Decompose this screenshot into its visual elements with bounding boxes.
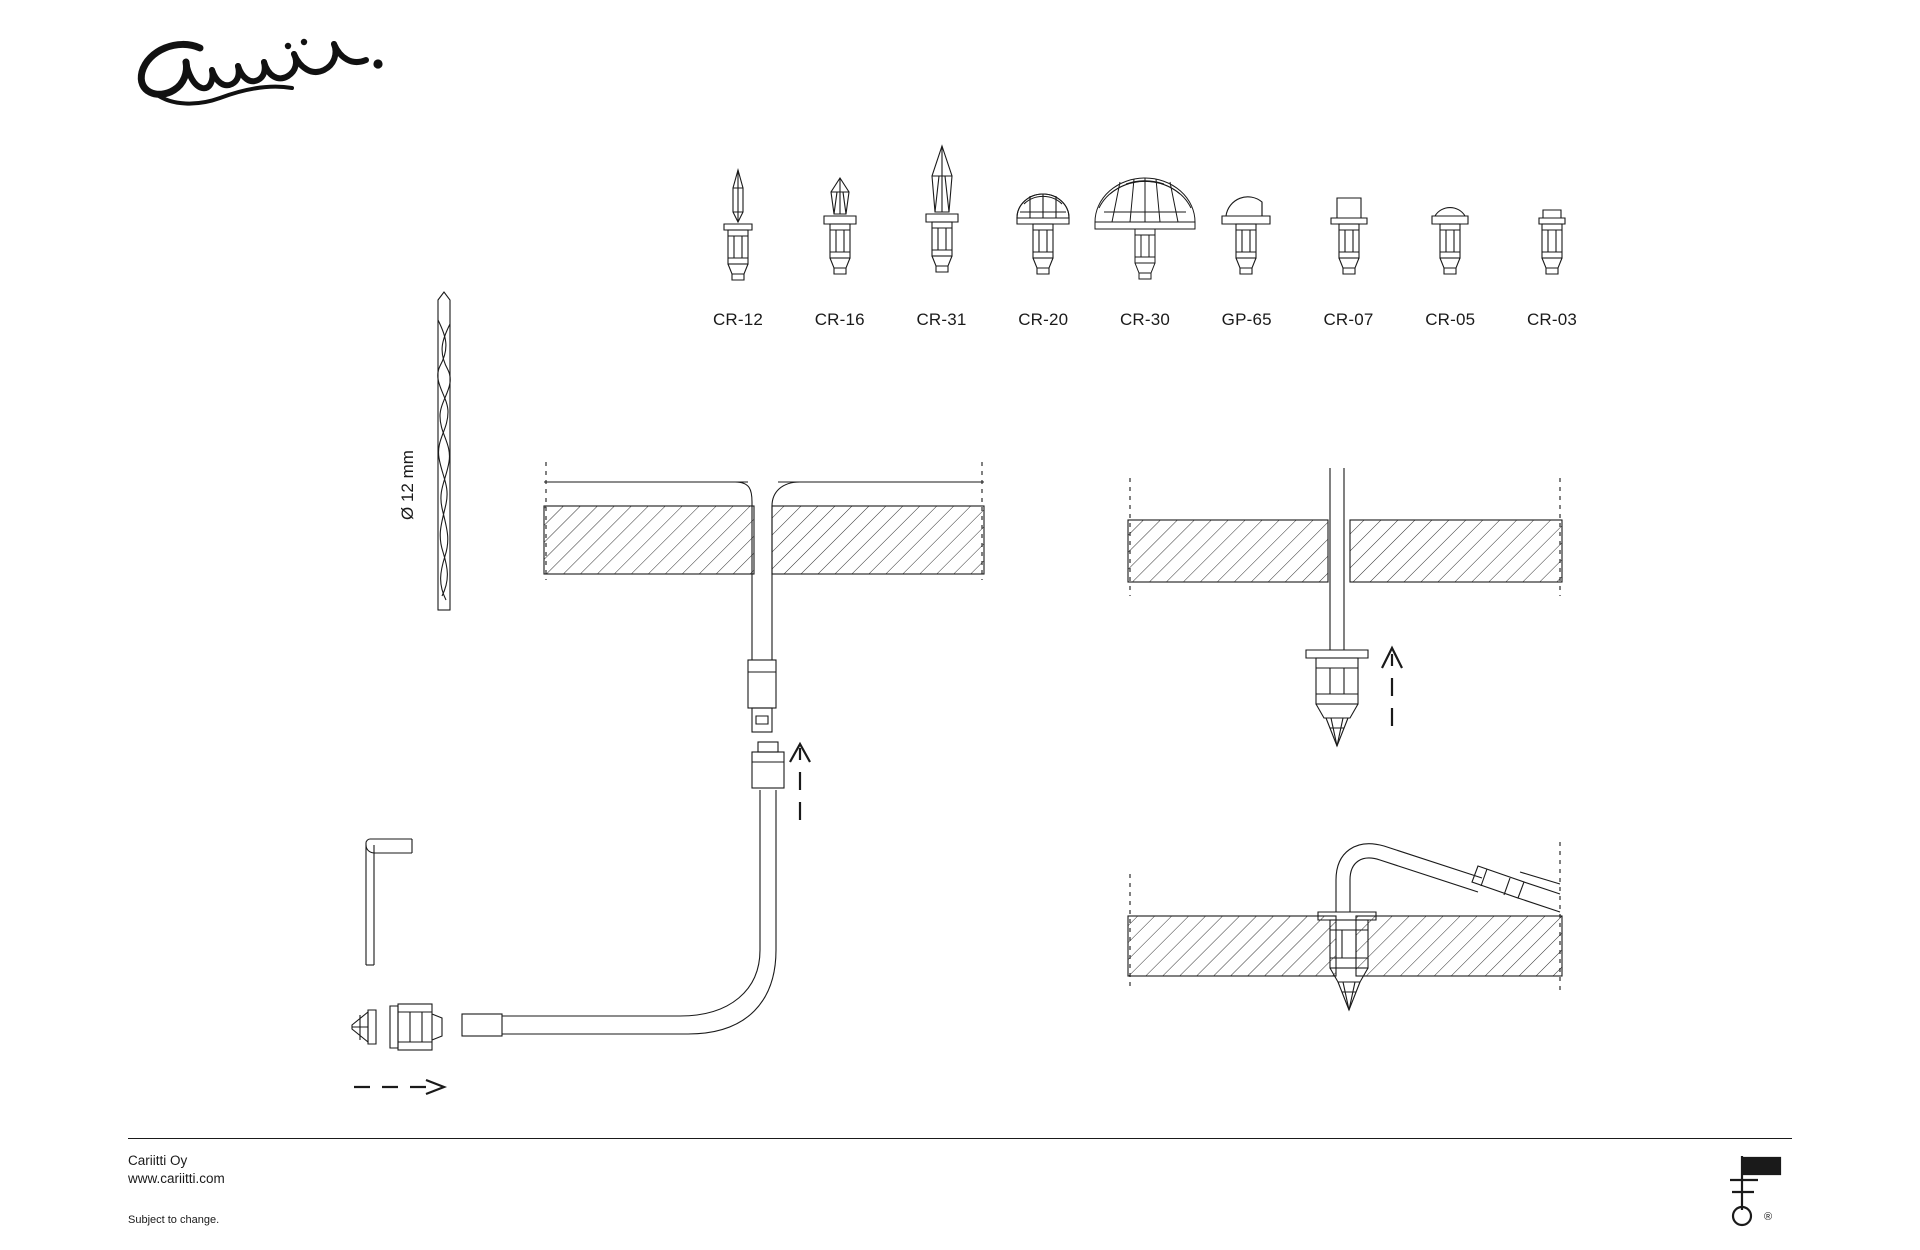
fixture-code: CR-20	[1018, 310, 1069, 329]
push-up-arrow-right	[1382, 648, 1402, 726]
footer-divider	[128, 1138, 1792, 1139]
footer-note: Subject to change.	[128, 1214, 220, 1226]
fixture-cr-07[interactable]	[1301, 142, 1397, 330]
plain-cap-icon	[1522, 142, 1582, 292]
large-geodesic-dome-icon	[1090, 142, 1200, 292]
faceted-gem-icon	[810, 142, 870, 292]
fixture-cr-03[interactable]	[1504, 142, 1600, 330]
footer-company: Cariitti Oy	[128, 1153, 188, 1168]
fixture-cr-05[interactable]	[1402, 142, 1498, 330]
drill-bit	[438, 292, 450, 610]
half-dome-icon	[1212, 142, 1282, 292]
panel-section-lower-right	[1128, 842, 1562, 1010]
flat-cap-icon	[1319, 142, 1379, 292]
fixture-code: CR-30	[1119, 310, 1171, 329]
key-flag-mark	[1702, 1148, 1792, 1228]
low-dome-icon	[1420, 142, 1480, 292]
fixture-variants-row	[690, 120, 1600, 330]
fixture-with-fibre-assembly	[352, 742, 784, 1050]
fixture-gp-65[interactable]	[1199, 142, 1295, 330]
fixture-cr-16[interactable]	[792, 142, 888, 330]
fixture-code: CR-05	[1425, 310, 1476, 329]
insertion-direction-arrow	[354, 1080, 444, 1094]
small-dome-icon	[1006, 142, 1080, 292]
svg-text:®: ®	[1764, 1211, 1773, 1223]
fixture-code: GP-65	[1221, 310, 1272, 329]
fixture-cr-20[interactable]	[995, 142, 1091, 330]
footer-company-block	[128, 1152, 225, 1188]
cariitti-logo	[128, 28, 388, 108]
fixture-code: CR-12	[712, 310, 764, 329]
fixture-cr-30[interactable]	[1097, 142, 1193, 330]
drill-diameter-label: Ø 12 mm	[398, 450, 417, 520]
push-up-arrow-left	[790, 744, 810, 820]
tall-crystal-icon	[912, 142, 972, 292]
fixture-code: CR-31	[916, 310, 967, 329]
fixture-code: CR-03	[1526, 310, 1578, 329]
spire-crystal-icon	[708, 142, 768, 292]
footer-website[interactable]: www.cariitti.com	[128, 1171, 225, 1186]
fixture-cr-12[interactable]	[690, 142, 786, 330]
panel-section-upper-right	[1128, 468, 1562, 746]
fixture-code: CR-16	[814, 310, 865, 329]
fixture-cr-31[interactable]	[894, 142, 990, 330]
fixture-code: CR-07	[1323, 310, 1374, 329]
allen-key	[366, 839, 412, 965]
panel-section-upper-left	[544, 462, 984, 732]
